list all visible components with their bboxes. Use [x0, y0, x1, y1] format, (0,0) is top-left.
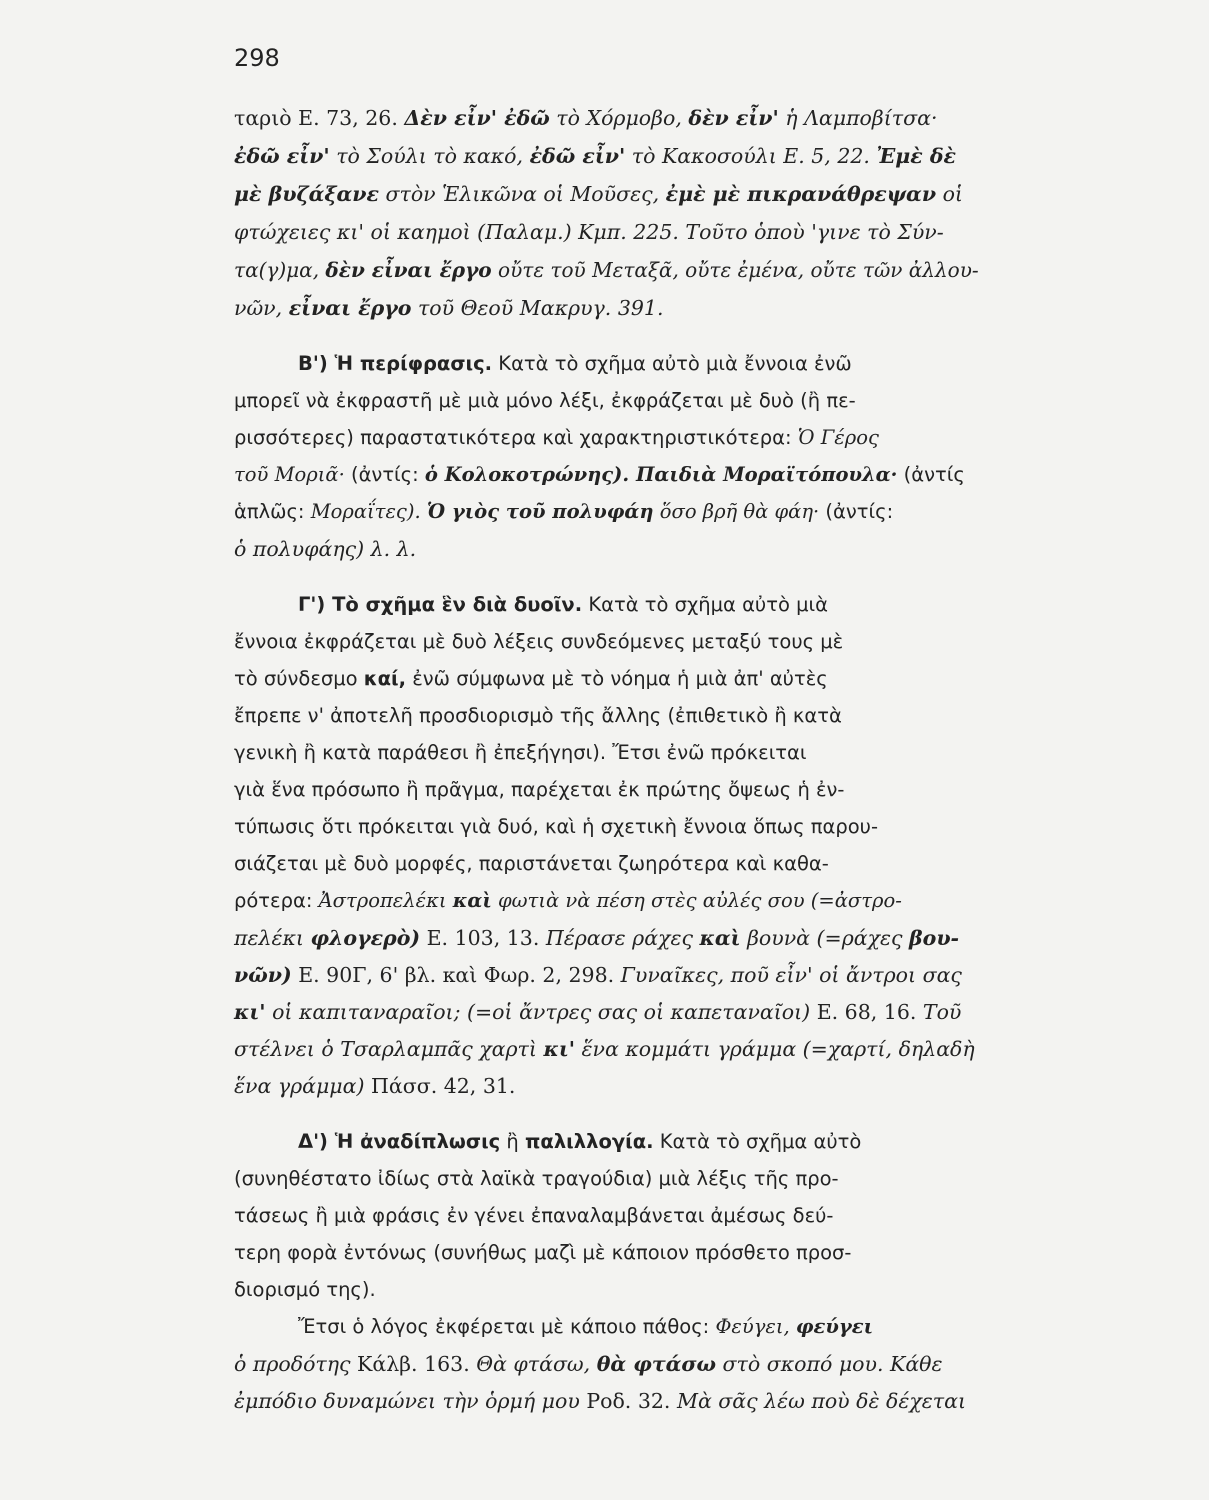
text-run: βου- [909, 926, 960, 950]
text-run: ἐμὲ μὲ πικρανάθρεψαν [665, 182, 937, 206]
text-run: Φεύγει, [715, 1315, 796, 1338]
text-run: στὸ σκοπό μου. Κάθε [716, 1352, 943, 1376]
text-line [234, 290, 979, 326]
text-run: τύπωσις ὅτι πρόκειται γιὰ δυό, καὶ ἡ σχετικὴ ἔννοια ὅπως παρου- [234, 815, 878, 838]
text-run: τα(γ)μα, [234, 258, 326, 282]
section-c-heading-line [234, 587, 979, 623]
text-run: καὶ [452, 889, 492, 912]
text-run: (ἀντίς: [344, 463, 425, 486]
text-run: στέλνει ὁ Τσαρλαμπᾶς χαρτὶ [234, 1037, 544, 1061]
text-run: τοῦ Μοριᾶ· [234, 463, 345, 486]
text-line [234, 176, 979, 212]
text-line [234, 494, 979, 530]
text-line [234, 883, 979, 919]
text-line [234, 809, 979, 845]
text-run: καὶ [699, 926, 741, 950]
text-run: ἕνα κομμάτι γράμμα (=χαρτί, δηλαδὴ [575, 1037, 975, 1061]
text-run: Ὁ γιὸς τοῦ πολυφάη [426, 500, 654, 523]
text-run: τὸ Χόρμοβο, [549, 106, 689, 130]
text-line [234, 1309, 979, 1345]
text-run: ἁπλῶς: [234, 500, 311, 523]
text-run: Γυναῖκες, ποῦ εἶν' οἱ ἄντροι σας [620, 963, 962, 987]
text-run: Μὰ σᾶς λέω ποὺ δὲ δέχεται [676, 1389, 967, 1413]
text-run: Τοῦ [922, 1000, 962, 1024]
text-line [234, 957, 979, 993]
text-run: κι' [543, 1037, 576, 1061]
text-run: Κατὰ τὸ σχῆμα αὐτὸ μιὰ ἔννοια ἐνῶ [492, 352, 852, 375]
text-line [234, 994, 979, 1030]
text-run: νῶν) [234, 963, 292, 987]
text-run: ρότερα: [234, 889, 319, 912]
text-run: τοῦ Θεοῦ Μακρυγ. 391. [411, 296, 664, 320]
text-run: Κάλβ. 163. [350, 1352, 477, 1376]
text-run: μπορεῖ νὰ ἐκφραστῆ μὲ μιὰ μόνο λέξι, ἐκφράζεται μὲ δυὸ (ἢ πε- [234, 389, 856, 412]
text-line [234, 846, 979, 882]
text-run: νῶν, [234, 296, 289, 320]
text-run: ἔννοια ἐκφράζεται μὲ δυὸ λέξεις συνδεόμενες μεταξύ τους μὲ [234, 630, 844, 653]
text-line [234, 138, 979, 174]
text-run: τάσεως ἢ μιὰ φράσις ἐν γένει ἐπαναλαμβάνεται ἀμέσως δεύ- [234, 1204, 834, 1227]
text-run: βουνὰ (=ράχες [740, 926, 910, 950]
text-run: τὸ Σούλι τὸ κακό, [329, 144, 530, 168]
text-line [234, 661, 979, 697]
section-heading: Β') Ἡ περίφρασις. [298, 352, 493, 375]
text-line [234, 1346, 979, 1382]
text-run: Ροδ. 32. [579, 1389, 677, 1413]
text-line [234, 624, 979, 660]
text-line [234, 1031, 979, 1067]
text-run: ἐδῶ εἶν' [529, 144, 626, 168]
text-run: ἐνῶ σύμφωνα μὲ τὸ νόημα ἡ μιὰ ἀπ' αὐτὲς [406, 667, 828, 690]
text-line [234, 457, 979, 493]
text-run: φωτιὰ νὰ πέση στὲς αὐλές σου (=ἀστρο- [491, 889, 902, 912]
text-run: γιὰ ἕνα πρόσωπο ἢ πρᾶγμα, παρέχεται ἐκ πρώτης ὄψεως ἡ ἐν- [234, 778, 845, 801]
text-run: ὁ προδότης [234, 1352, 351, 1376]
section-b-heading-line [234, 346, 979, 382]
text-run: Τοῦτο ὁποὺ 'γινε τὸ Σύν- [685, 220, 944, 244]
text-run: φεύγει [795, 1315, 874, 1338]
text-run: Ὁ Γέρος [797, 426, 879, 449]
text-line [234, 1272, 979, 1308]
text-run: Μοραΐτες). [310, 500, 427, 523]
text-run: διορισμό της). [234, 1278, 376, 1301]
text-run: δὲν εἶν' [688, 106, 779, 130]
text-line [234, 920, 979, 956]
text-run: Ε. 68, 16. [810, 1000, 923, 1024]
text-run: Δὲν εἶν' ἐδῶ [404, 106, 550, 130]
text-run: ρισσότερες) παραστατικότερα καὶ χαρακτηριστικότερα: [234, 426, 798, 449]
text-run: ὁ Κολοκοτρώνης). Παιδιὰ Μοραϊτόπουλα· [424, 463, 898, 486]
text-run: θὰ φτάσω [596, 1352, 717, 1376]
text-run: εἶναι ἔργο [288, 296, 412, 320]
text-run: γενικὴ ἢ κατὰ παράθεσι ἢ ἐπεξήγησι). Ἔτσι ἐνῶ πρόκειται [234, 741, 807, 764]
text-run: τὸ Κακοσούλι Ε. 5, 22. [625, 144, 877, 168]
text-line [234, 772, 979, 808]
text-run: τερη φορὰ ἐντόνως (συνήθως μαζὶ μὲ κάποιον πρόσθετο προσ- [234, 1241, 852, 1264]
text-run: Ἐμὲ δὲ [876, 144, 957, 168]
text-run: ἐδῶ εἶν' [234, 144, 330, 168]
text-run: πελέκι [234, 926, 311, 950]
section-d-heading-line [234, 1124, 979, 1160]
page-number: 298 [234, 44, 280, 72]
text-line [234, 252, 979, 288]
text-line [234, 1235, 979, 1271]
text-run: Ἀστροπελέκι [318, 889, 453, 912]
text-run: ταριὸ Ε. 73, 26. [234, 106, 405, 130]
text-run: καί, [363, 667, 407, 690]
text-run: φλογερὸ) [310, 926, 421, 950]
text-run: Κατὰ τὸ σχῆμα αὐτὸ [653, 1130, 862, 1153]
text-line [234, 698, 979, 734]
text-run: Πέρασε ράχες [545, 926, 700, 950]
text-run: σιάζεται μὲ δυὸ μορφές, παριστάνεται ζωηρότερα καὶ καθα- [234, 852, 829, 875]
text-line [234, 531, 979, 567]
text-run: φτώχειες κι' οἱ καημοὶ (Παλαμ.) Κμπ. 225. [234, 220, 686, 244]
text-run: ἡ Λαμποβίτσα· [778, 106, 938, 130]
text-line [234, 1383, 979, 1419]
text-run: οἱ [936, 182, 963, 206]
text-run: Πάσσ. 42, 31. [364, 1074, 516, 1098]
text-run: στὸν Ἑλικῶνα οἱ Μοῦσες, [378, 182, 666, 206]
text-run: ἢ [500, 1130, 525, 1153]
text-line [234, 420, 979, 456]
text-run: Ε. 103, 13. [420, 926, 546, 950]
text-run: ἔπρεπε ν' ἀποτελῆ προσδιορισμὸ τῆς ἄλλης (ἐπιθετικὸ ἢ κατὰ [234, 704, 842, 727]
text-run: Κατὰ τὸ σχῆμα αὐτὸ μιὰ [582, 593, 828, 616]
section-heading: Γ') Τὸ σχῆμα ἓν διὰ δυοῖν. [298, 593, 583, 616]
text-run: ὁ πολυφάης) λ. λ. [234, 537, 417, 561]
text-line [234, 214, 979, 250]
text-run: Θὰ φτάσω, [476, 1352, 597, 1376]
text-line [234, 100, 979, 136]
text-line [234, 383, 979, 419]
text-run: (ἀντίς: [819, 500, 894, 523]
text-run: ἐμπόδιο δυναμώνει τὴν ὁρμή μου [234, 1389, 580, 1413]
text-run: μὲ βυζάξανε [234, 182, 379, 206]
text-line [234, 735, 979, 771]
text-run: (συνηθέστατο ἰδίως στὰ λαϊκὰ τραγούδια) μιὰ λέξις τῆς προ- [234, 1167, 839, 1190]
text-run: Ε. 90Γ, 6' βλ. καὶ Φωρ. 2, 298. [291, 963, 621, 987]
text-run: οὔτε τοῦ Μεταξᾶ, οὔτε ἐμένα, οὔτε τῶν ἀλλου- [491, 258, 979, 282]
text-run: ἕνα γράμμα) [234, 1074, 365, 1098]
text-run: Ἔτσι ὁ λόγος ἐκφέρεται μὲ κάποιο πάθος: [298, 1315, 716, 1338]
text-run: κι' [234, 1000, 266, 1024]
text-run: οἱ καπιταναραῖοι; (=οἱ ἄντρες σας οἱ καπεταναῖοι) [265, 1000, 811, 1024]
text-line [234, 1068, 979, 1104]
text-run: τὸ σύνδεσμο [234, 667, 364, 690]
section-heading: Δ') Ἡ ἀναδίπλωσις [298, 1130, 501, 1153]
text-run: (ἀντίς [897, 463, 965, 486]
section-heading: παλιλλογία. [525, 1130, 654, 1153]
text-run: δὲν εἶναι ἔργο [325, 258, 492, 282]
text-line [234, 1161, 979, 1197]
text-run: ὅσο βρῆ θὰ φάη· [653, 500, 820, 523]
text-line [234, 1198, 979, 1234]
